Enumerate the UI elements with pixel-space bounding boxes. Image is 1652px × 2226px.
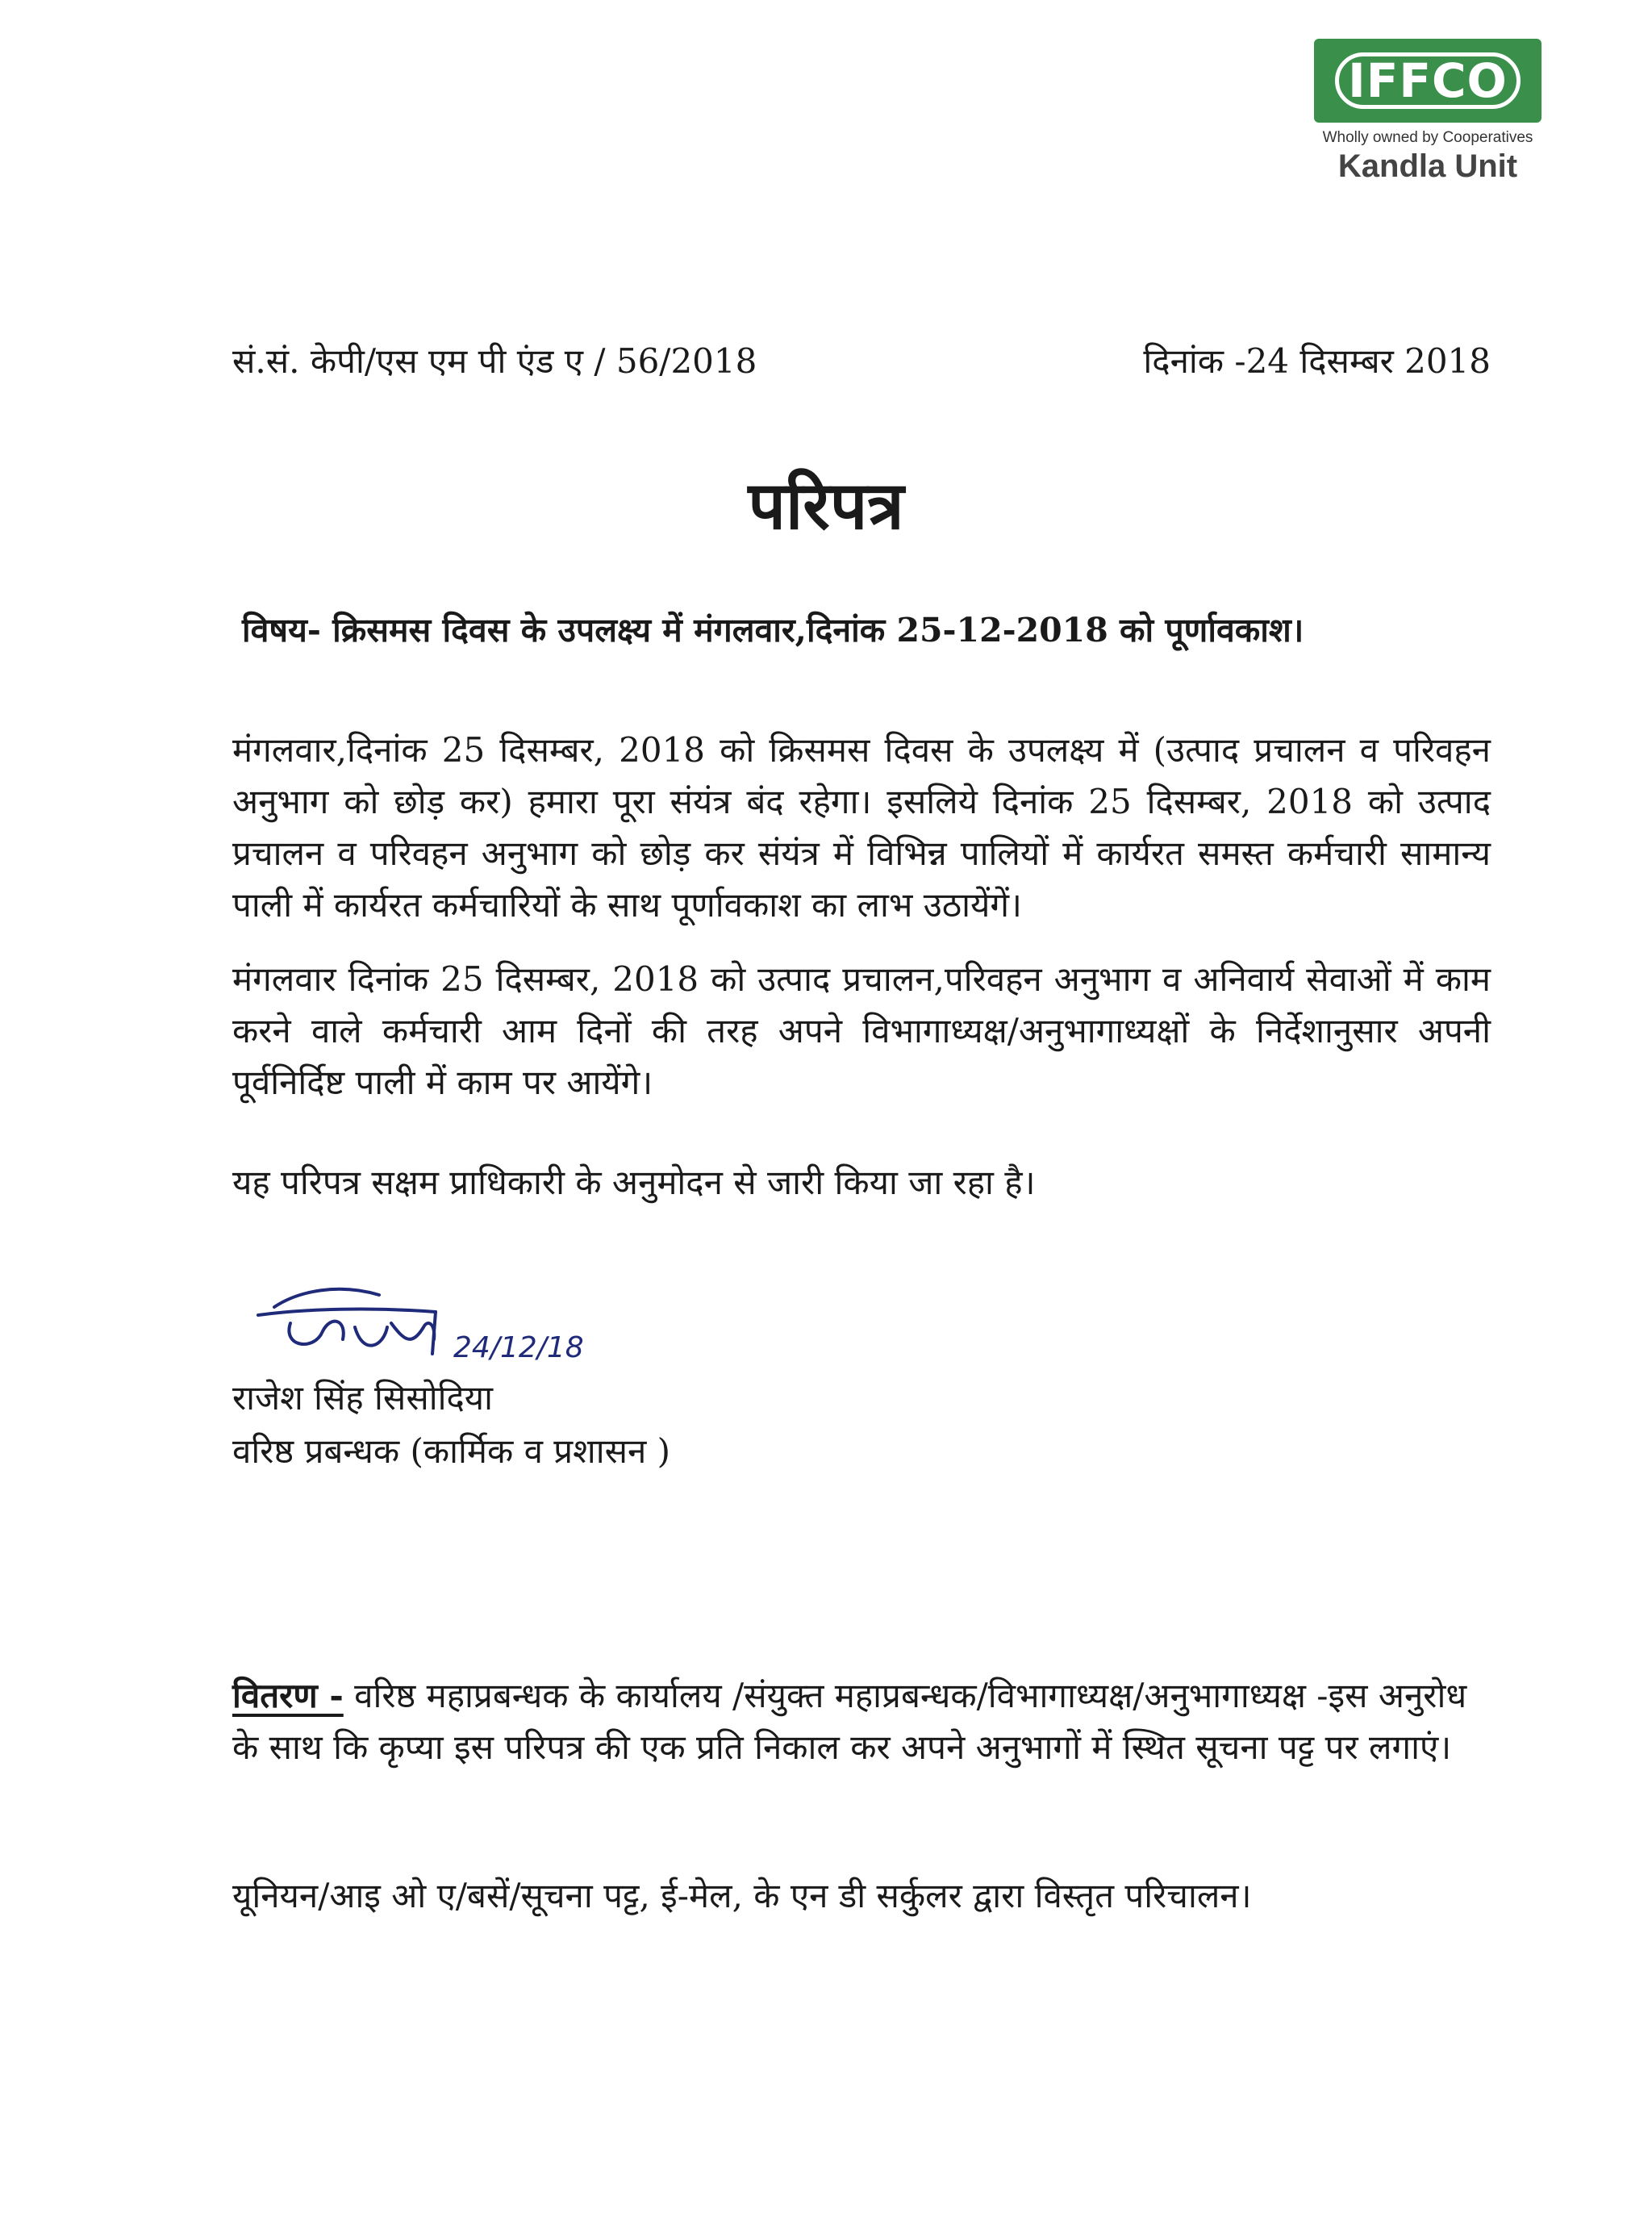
unit-name: Kandla Unit bbox=[1337, 148, 1518, 184]
body-paragraph-1: मंगलवार,दिनांक 25 दिसम्बर, 2018 को क्रिसमस दिवस के उपलक्ष्य में (उत्पाद प्रचालन व परिवहन अनुभाग को छोड़ कर) हमारा पूरा संयंत्र बंद रहेगा। इसलिये दिनांक 25 दिसम्बर, 2018 को उत्पाद प्रचालन व परिवहन अनुभाग को छोड़ कर संयंत्र में विभिन्न पालियों में कार्यरत समस्त कर्मचारी सामान्य पाली में कार्यरत कर्मचारियों के साथ पूर्णावकाश का लाभ उठायेंगें। bbox=[232, 730, 1491, 925]
body-paragraph-3: यह परिपत्र सक्षम प्राधिकारी के अनुमोदन से जारी किया जा रहा है। bbox=[232, 1163, 1036, 1202]
body-paragraph-2: मंगलवार दिनांक 25 दिसम्बर, 2018 को उत्पाद प्रचालन,परिवहन अनुभाग व अनिवार्य सेवाओं में काम करने वाले कर्मचारी आम दिनों की तरह अपने विभागाध्यक्ष/अनुभागाध्यक्षों के निर्देशानुसार अपनी पूर्वनिर्दिष्ट पाली में काम पर आयेंगे। bbox=[232, 959, 1491, 1102]
subject-line: विषय- क्रिसमस दिवस के उपलक्ष्य में मंगलवार,दिनांक 25-12-2018 को पूर्णावकाश। bbox=[242, 611, 1304, 649]
signature-date: 24/12/18 bbox=[453, 1331, 584, 1364]
distribution-text: वरिष्ठ महाप्रबन्धक के कार्यालय /संयुक्त महाप्रबन्धक/विभागाध्यक्ष/अनुभागाध्यक्ष -इस अनुरोध के साथ कि कृप्या इस परिपत्र की एक प्रति निकाल कर अपने अनुभागों में स्थित सूचना पट्ट पर लगाएं। bbox=[232, 1676, 1467, 1767]
circular-date: दिनांक -24 दिसम्बर 2018 bbox=[1143, 341, 1491, 381]
page-title: परिपत्र bbox=[748, 467, 904, 545]
reference-number: सं.सं. केपी/एस एम पी एंड ए / 56/2018 bbox=[232, 341, 757, 381]
distribution-block bbox=[232, 1670, 1491, 1773]
signatory-name: राजेश सिंह सिसोदिया bbox=[232, 1378, 494, 1418]
logo-pill-outline bbox=[1335, 52, 1521, 109]
logo-tagline: Wholly owned by Cooperatives bbox=[1322, 129, 1533, 146]
distribution-channels: यूनियन/आइ ओ ए/बसें/सूचना पट्ट, ई-मेल, के एन डी सर्कुलर द्वारा विस्तृत परिचालन। bbox=[232, 1876, 1252, 1915]
distribution-label: वितरण - bbox=[232, 1676, 344, 1715]
signatory-block bbox=[232, 1372, 670, 1478]
handwritten-signature bbox=[242, 1259, 613, 1372]
signatory-designation: वरिष्ठ प्रबन्धक (कार्मिक व प्रशासन ) bbox=[232, 1431, 671, 1471]
iffco-letterhead bbox=[1307, 39, 1549, 185]
logo-text: IFFCO bbox=[1348, 53, 1508, 108]
iffco-logo bbox=[1314, 39, 1541, 123]
reference-line bbox=[232, 337, 1491, 383]
